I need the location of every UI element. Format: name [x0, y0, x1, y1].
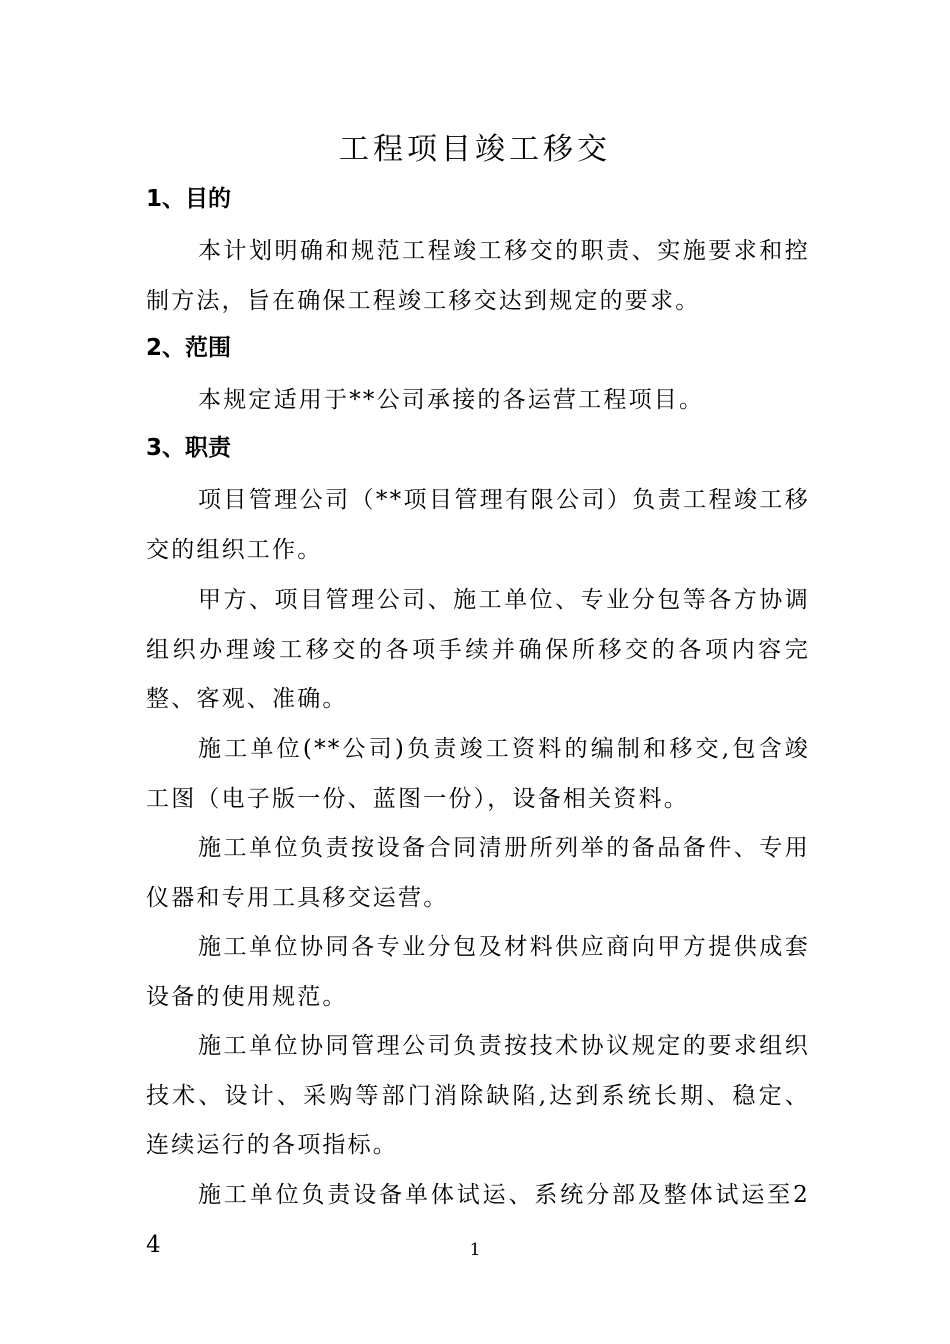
paragraph-responsibility-2: 甲方、项目管理公司、施工单位、专业分包等各方协调组织办理竣工移交的各项手续并确保所移交的各项内容完整、客观、准确。 [146, 587, 810, 712]
section-heading-scope: 2、范围 [146, 335, 232, 361]
paragraph-responsibility-7: 施工单位负责设备单体试运、系统分部及整体试运至24 [146, 1182, 810, 1258]
page-number: 1 [469, 1240, 481, 1260]
section-heading-purpose: 1、目的 [146, 186, 232, 212]
paragraph-responsibility-4: 施工单位负责按设备合同清册所列举的备品备件、专用仪器和专用工具移交运营。 [146, 835, 810, 911]
paragraph-responsibility-3: 施工单位(**公司)负责竣工资料的编制和移交,包含竣工图（电子版一份、蓝图一份），设备相关资料。 [146, 736, 810, 812]
paragraph-scope: 本规定适用于**公司承接的各运营工程项目。 [198, 387, 705, 413]
paragraph-responsibility-6: 施工单位协同管理公司负责按技术协议规定的要求组织技术、设计、采购等部门消除缺陷,达到系统长期、稳定、连续运行的各项指标。 [146, 1033, 810, 1158]
paragraph-purpose: 本计划明确和规范工程竣工移交的职责、实施要求和控制方法，旨在确保工程竣工移交达到规定的要求。 [146, 238, 810, 314]
paragraph-responsibility-5: 施工单位协同各专业分包及材料供应商向甲方提供成套设备的使用规范。 [146, 934, 810, 1010]
paragraph-responsibility-1: 项目管理公司（**项目管理有限公司）负责工程竣工移交的组织工作。 [146, 487, 810, 563]
document-title: 工程项目竣工移交 [339, 132, 611, 167]
section-heading-responsibilities: 3、职责 [146, 435, 232, 461]
